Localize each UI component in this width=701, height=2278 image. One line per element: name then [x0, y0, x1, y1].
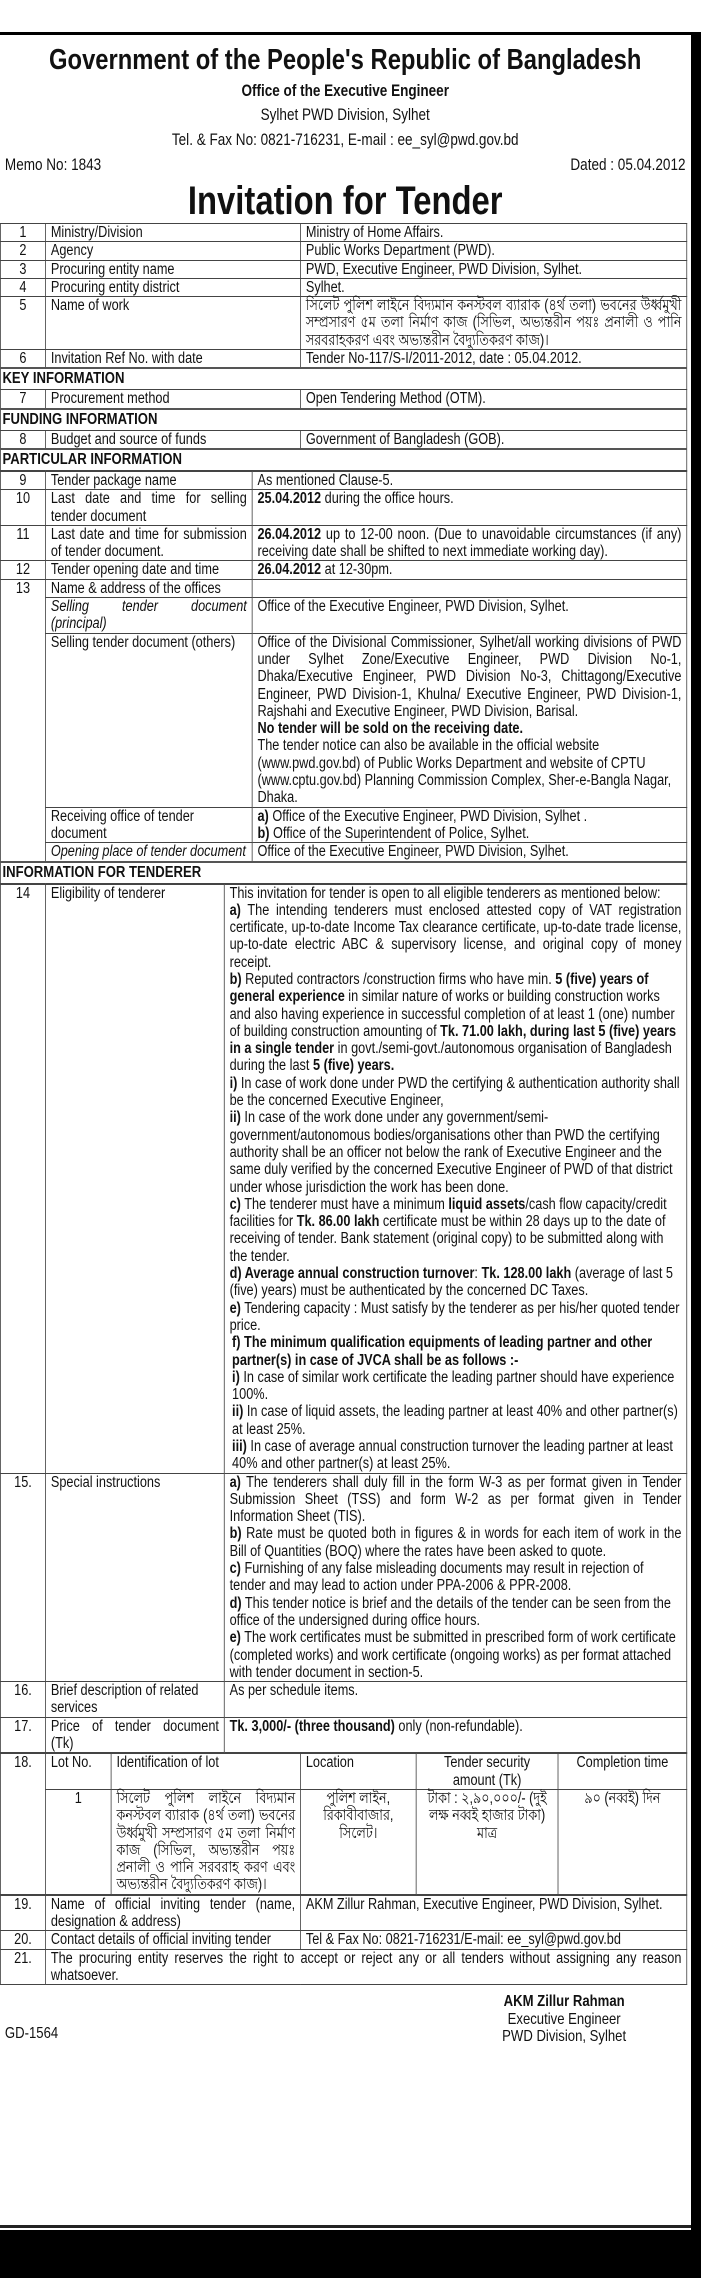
- table-row: 11 Last date and time for submission of tender document. 26.04.2012 up to 12-00 noon. (Due to unavoidable circumstances (if any) receiving date shall be shifted to next immediate working day).: [0, 525, 686, 561]
- row-no: 5: [0, 297, 45, 350]
- row-value: সিলেট পুলিশ লাইনে বিদ্যমান কনস্টবল ব্যারাক (৪র্থ তলা) ভবনের উর্ধ্বমুখী সম্প্রসারণ ৫ম তলা নির্মাণ কাজ (সিভিল, অভ্যন্তরীন পয়ঃ প্রনালী ও পানি সরবরাহকরণ এবং অভ্যন্তরীন বৈদ্যুতিকরণ কাজ)।: [301, 297, 687, 350]
- tenderer-info-table: [0, 884, 687, 1754]
- tender-notice: [0, 32, 691, 2228]
- row-label: Ministry/Division: [46, 224, 301, 242]
- government-heading: Government of the People's Republic of Bangladesh: [49, 44, 642, 76]
- table-row: 7 Procurement method Open Tendering Method (OTM).: [0, 390, 686, 409]
- table-row: Receiving office of tender document a) Office of the Executive Engineer, PWD Division, Sylhet . b) Office of the Superintendent of Police, Sylhet.: [0, 807, 686, 843]
- row-no: 6: [0, 350, 45, 369]
- table-row: 16. Brief description of related services As per schedule items.: [0, 1682, 686, 1718]
- table-row: 20. Contact details of official inviting tender Tel & Fax No: 0821-716231/E-mail: ee_syl@pwd.gov.bd: [0, 1931, 686, 1949]
- office-heading: Office of the Executive Engineer: [241, 82, 449, 100]
- particular-info-table: [0, 471, 687, 884]
- notice-body: [0, 35, 690, 2045]
- lot-table: [0, 1753, 687, 1894]
- section-key-information: KEY INFORMATION: [0, 368, 686, 390]
- table-row: 21. The procuring entity reserves the right to accept or reject any or all tenders without assigning any reason whatsoever.: [0, 1949, 686, 1985]
- notice-header: [0, 43, 690, 153]
- table-row: [0, 278, 686, 296]
- gd-code: GD-1564: [4, 2025, 59, 2043]
- row-value: Sylhet.: [301, 278, 687, 296]
- page-title: Invitation for Tender: [187, 179, 503, 223]
- table-row: 14 Eligibility of tenderer This invitation for tender is open to all eligible tenderers as mentioned below: a) The intending tenderers must enclosed attested copy of VAT registration certificate, up-to-date Income Tax clearance certificate, up-to-date trade license, up-to-date electric ABC & supervisory license, and original copy of money receipt. b) Reputed contractors /construction firms who have min. 5 (five) years of general experience in similar nature of works or building construction works and also having experience in successful completion of at least 1 (one) number of building construction amounting of Tk. 71.00 lakh, during last 5 (five) years in a single tender in govt./semi-govt./autonomous organisation of Bangladesh during the last 5 (five) years. i) In case of work done under PWD the certifying & authentication authority shall be the concerned Executive Engineer, ii) In case of the work done under any government/semi-government/autonomous bodies/organisations other than PWD the certifying authority shall be an officer not below the rank of Executive Engineer and the same duly verified by the concerned Executive Engineer of PWD of that district under whose jurisdiction the work has been done. c) The tenderer must have a minimum liquid assets/cash flow capacity/credit facilities for Tk. 86.00 lakh certificate must be within 28 days up to the date of receiving of tender. Bank statement (original copy) to be submitted along with the tender. d) Average annual construction turnover: Tk. 128.00 lakh (average of last 5 (five) years) must be authenticated by the concerned DC Taxes. e) Tendering capacity : Must satisfy by the tenderer as per his/her quoted tender price. f) The minimum qualification equipments of leading partner and other partner(s) in case of JVCA shall be as follows :- i) In case of similar work certificate the leading partner should have experience 100%. ii) In case of liquid assets, the leading partner at least 40% and other partner(s) at least 25%. iii) In case of average annual construction turnover the leading partner at least 40% and other partner(s) at least 25%.: [0, 884, 686, 1473]
- table-row: 19. Name of official inviting tender (name, designation & address) AKM Zillur Rahman, Executive Engineer, PWD Division, Sylhet.: [0, 1895, 686, 1931]
- table-row: [0, 224, 686, 242]
- official-info-table: [0, 1895, 687, 1985]
- row-no: 3: [0, 260, 45, 278]
- lot-row: 1 সিলেট পুলিশ লাইনে বিদ্যমান কনস্টবল ব্যারাক (৪র্থ তলা) ভবনের উর্ধ্বমুখী সম্প্রসারণ ৫ম তলা নির্মাণ কাজ (সিভিল, অভ্যন্তরীন পয়ঃ প্রনালী ও পানি সরবরাহ করণ এবং অভ্যন্তরীন বৈদ্যুতিকরণ কাজ)। পুলিশ লাইন, রিকাবীবাজার, সিলেট। টাকা : ২,৯০,০০০/- (দুই লক্ষ নব্বই হাজার টাকা) মাত্র ৯০ (নব্বই) দিন: [0, 1789, 686, 1894]
- scan-edge-bottom: [0, 2230, 701, 2278]
- table-row: 8 Budget and source of funds Government of Bangladesh (GOB).: [0, 430, 686, 449]
- table-row: 12 Tender opening date and time 26.04.2012 at 12-30pm.: [0, 561, 686, 579]
- contact-line: Tel. & Fax No: 0821-716231, E-mail : ee_syl@pwd.gov.bd: [171, 131, 519, 149]
- scan-edge-right: [691, 32, 701, 2278]
- section-particular-information: PARTICULAR INFORMATION: [0, 449, 686, 471]
- row-label: Procuring entity name: [46, 260, 301, 278]
- section-funding-information: FUNDING INFORMATION: [0, 409, 686, 431]
- row-label: Name of work: [46, 297, 301, 350]
- division-heading: Sylhet PWD Division, Sylhet: [260, 106, 430, 124]
- table-row: 15. Special instructions a) The tenderers shall duly fill in the form W-3 as per format given in Tender Submission Sheet (TSS) and form W-2 as per format given in Tender Information Sheet (TIS). b) Rate must be quoted both in figures & in words for each item of work in the Bill of Quantities (BOQ) where the rates have been asked to quote. c) Furnishing of any false misleading documents may result in rejection of tender and may lead to action under PPA-2006 & PPR-2008. d) This tender notice is brief and the details of the tender can be seen from the office of the undersigned during office hours. e) The work certificates must be submitted in prescribed form of work certificate (completed works) and work certificate (ongoing works) as per format attached with tender document in section-5.: [0, 1473, 686, 1682]
- table-row: 10 Last date and time for selling tender document 25.04.2012 during the office hours.: [0, 490, 686, 526]
- row-no: 1: [0, 224, 45, 242]
- row-value: PWD, Executive Engineer, PWD Division, Sylhet.: [301, 260, 687, 278]
- table-row: 13 Name & address of the offices: [0, 579, 686, 597]
- row-no: 2: [0, 242, 45, 260]
- table-row: [0, 242, 686, 260]
- signature-block: [494, 1993, 633, 2046]
- signatory-office: PWD Division, Sylhet: [502, 2028, 627, 2046]
- signatory-name: AKM Zillur Rahman: [503, 1993, 625, 2011]
- table-row: [0, 297, 686, 350]
- row-no: 4: [0, 278, 45, 296]
- table-row: Selling tender document (principal) Office of the Executive Engineer, PWD Division, Sylhet.: [0, 598, 686, 634]
- lot-table-header: 18. Lot No. Identification of lot Location Tender security amount (Tk) Completion time: [0, 1754, 686, 1790]
- signatory-title: Executive Engineer: [507, 2010, 621, 2028]
- memo-date: Dated : 05.04.2012: [570, 156, 686, 174]
- row-label: Procuring entity district: [46, 278, 301, 296]
- row-value: Ministry of Home Affairs.: [301, 224, 687, 242]
- section-information-for-tenderer: INFORMATION FOR TENDERER: [0, 862, 686, 884]
- row-label: Invitation Ref No. with date: [46, 350, 301, 369]
- table-row: 9 Tender package name As mentioned Clause-5.: [0, 471, 686, 489]
- memo-number: Memo No: 1843: [4, 156, 102, 174]
- table-row: [0, 260, 686, 278]
- table-row: Opening place of tender document Office of the Executive Engineer, PWD Division, Sylhet.: [0, 843, 686, 862]
- row-value: Public Works Department (PWD).: [301, 242, 687, 260]
- table-row: Selling tender document (others) Office of the Divisional Commissioner, Sylhet/all working divisions of PWD under Sylhet Zone/Executive Engineer, PWD Division No-1, Dhaka/Executive Engineer, PWD Division No-3, Chittagong/Executive Engineer, PWD Division-1, Khulna/ Executive Engineer, PWD Division-1, Rajshahi and Executive Engineer, PWD Division, Barisal. No tender will be sold on the receiving date. The tender notice can also be available in the official website (www.pwd.gov.bd) of Public Works Department and website of CPTU (www.cptu.gov.bd) Planning Commission Complex, Sher-e-Bangla Nagar, Dhaka.: [0, 633, 686, 807]
- row-value: Tender No-117/S-I/2011-2012, date : 05.04.2012.: [301, 350, 687, 369]
- table-row: [0, 350, 686, 369]
- general-info-table: [0, 223, 687, 471]
- row-label: Agency: [46, 242, 301, 260]
- table-row: 17. Price of tender document (Tk) Tk. 3,000/- (three thousand) only (non-refundable).: [0, 1717, 686, 1753]
- memo-line: [0, 153, 690, 177]
- notice-footer: [0, 1985, 690, 2045]
